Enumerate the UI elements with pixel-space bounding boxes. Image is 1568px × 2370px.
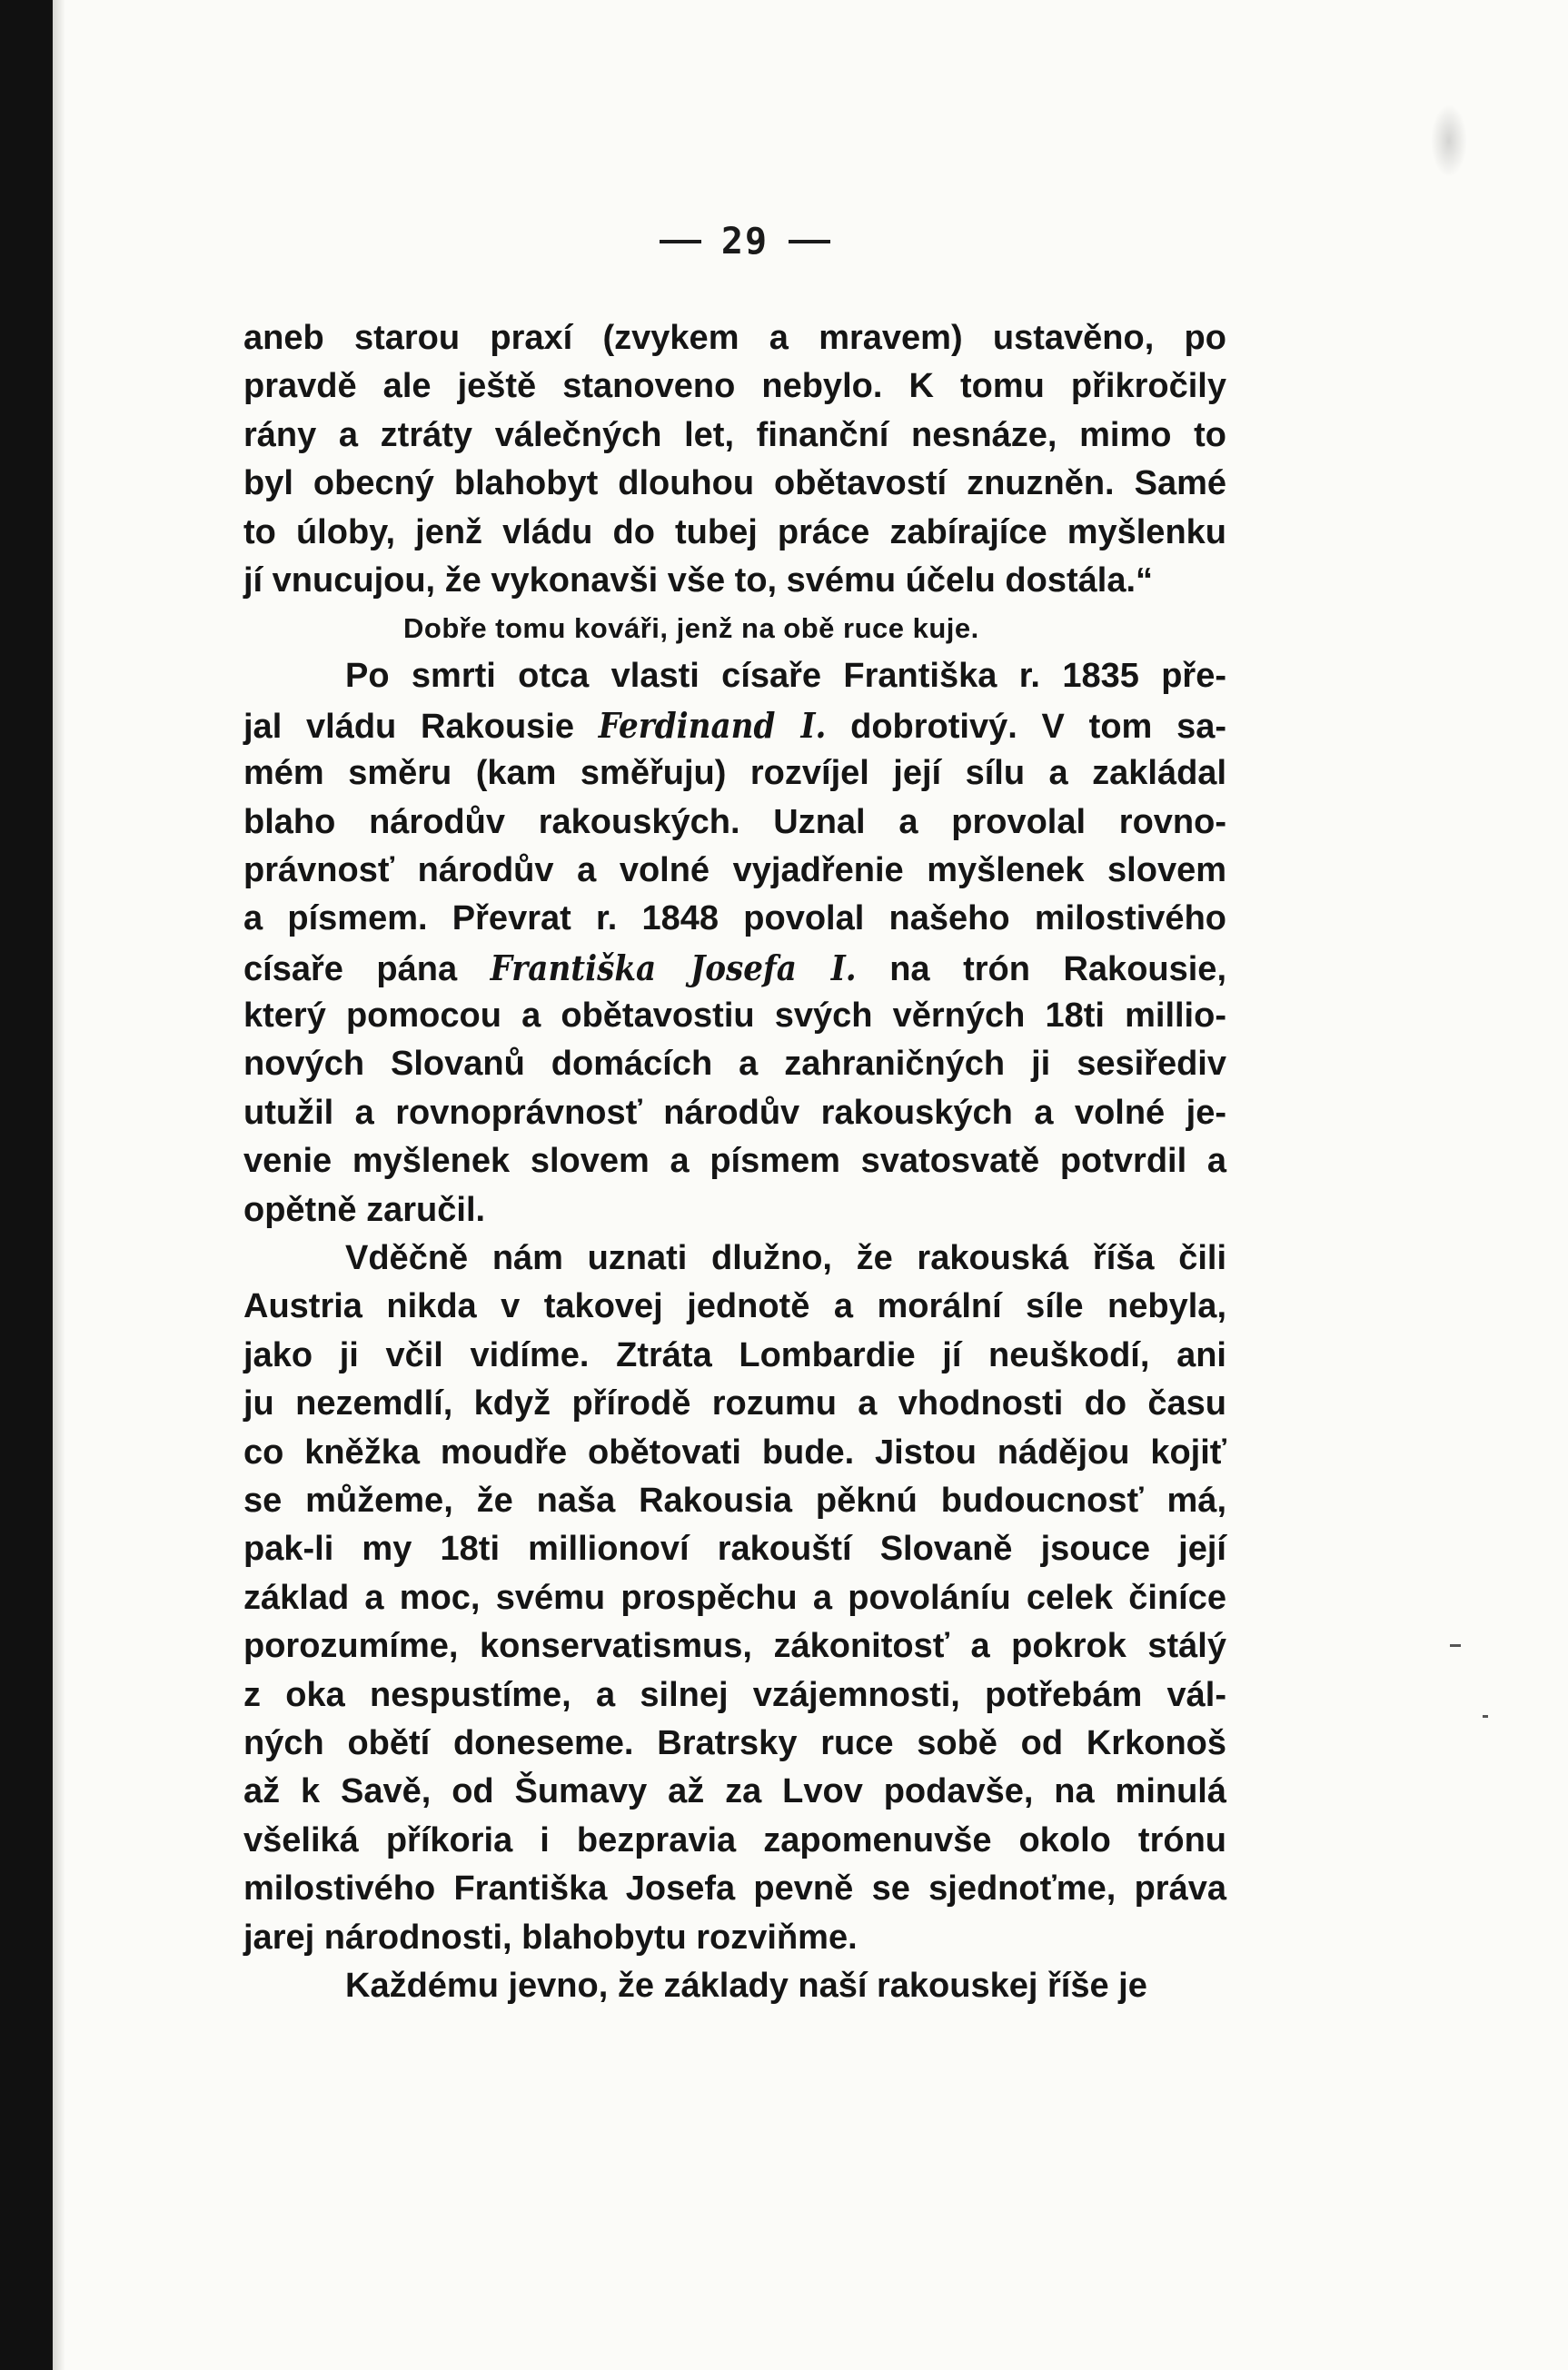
text-line: pravdě ale ještě stanoveno nebylo. K tomu přikročily [243,367,1226,406]
text-line: venie myšlenek slovem a písmem svatosvatě potvrdil a [243,1142,1226,1181]
text-line: který pomocou a obětavostiu svých věrných 18ti millio- [243,997,1226,1036]
text-span: císaře pána [243,949,458,988]
text-line [243,944,1226,992]
page-header [627,216,863,267]
text-line: základ a moc, svému prospěchu a povoláníu celek činíce [243,1578,1226,1617]
text-line: ných obětí doneseme. Bratrsky ruce sobě od Krkonoš [243,1723,1226,1762]
text-line: to úloby, jenž vládu do tubej práce zabírajíce myšlenku [243,512,1226,551]
text-line: právnosť národův a volné vyjadřenie myšlenek slovem [243,850,1226,889]
body-text [243,314,1226,2010]
text-line: mém směru (kam směřuju) rozvíjel její sílu a zakládal [243,754,1226,793]
text-line: byl obecný blahobyt dlouhou obětavostí znuzněn. Samé [243,464,1226,503]
header-dash-left [660,240,701,243]
text-line: utužil a rovnoprávnosť národův rakouských a volné je- [243,1093,1226,1132]
text-line: až k Savě, od Šumavy až za Lvov podavše, na minulá [243,1772,1226,1811]
text-line: ju nezemdlí, když přírodě rozumu a vhodnosti do času [243,1384,1226,1423]
text-line: rány a ztráty válečných let, finanční nesnáze, mimo to [243,415,1226,454]
page-number: 29 [720,221,769,263]
text-line: a písmem. Převrat r. 1848 povolal našeho milostivého [243,899,1226,938]
header-dash-right [789,240,830,243]
text-line: všeliká příkoria i bezpravia zapomenuvše okolo trónu [243,1820,1226,1859]
text-line: se můžeme, že naša Rakousia pěknú budoucnosť má, [243,1481,1226,1520]
page-gutter-shadow [53,0,65,2370]
text-line: jarej národnosti, blahobytu rozviňme. [243,1918,858,1957]
text-line: Každému jevno, že základy naší rakouskej říše je [345,1966,1147,2005]
text-line: pak-li my 18ti millionoví rakouští Slovaně jsouce její [243,1530,1226,1569]
text-span: jal vládu Rakousie [243,707,574,746]
motto-line: Dobře tomu kováři, jenž na obě ruce kuje. [403,612,979,645]
text-line: jako ji včil vidíme. Ztráta Lombardie jí neuškodí, ani [243,1335,1226,1374]
paper-stain [1431,104,1467,177]
text-span: na trón Rakousie, [889,949,1226,988]
text-line [243,701,1226,749]
text-line: z oka nespustíme, a silnej vzájemnosti, potřebám vál- [243,1675,1226,1714]
text-line: jí vnucujou, že vykonavši vše to, svému účelu dostála.“ [243,560,1154,600]
text-line: porozumíme, konservatismus, zákonitosť a pokrok stálý [243,1627,1226,1666]
text-span: dobrotivý. V tom sa- [850,707,1226,746]
text-line: co kněžka moudře obětovati bude. Jistou nádějou kojiť [243,1433,1226,1472]
text-line: nových Slovanů domácích a zahraničných ji sesiřediv [243,1045,1226,1084]
text-line: milostivého Františka Josefa pevně se sjednoťme, práva [243,1869,1226,1909]
text-line: Po smrti otca vlasti císaře Františka r. 1835 pře- [345,657,1226,696]
text-line: aneb starou praxí (zvykem a mravem) ustavěno, po [243,319,1226,357]
scan-speck [1483,1715,1488,1718]
scan-speck [1450,1644,1461,1647]
text-line: Austria nikda v takovej jednotě a morální síle nebyla, [243,1287,1226,1326]
text-line: Vděčně nám uznati dlužno, že rakouská říša čili [345,1239,1226,1278]
text-line: opětně zaručil. [243,1190,486,1229]
name-frantisek-josef: Františka Josefa I. [490,947,857,988]
text-line: blaho národův rakouských. Uznal a provolal rovno- [243,802,1226,841]
name-ferdinand: Ferdinand I. [598,704,827,746]
